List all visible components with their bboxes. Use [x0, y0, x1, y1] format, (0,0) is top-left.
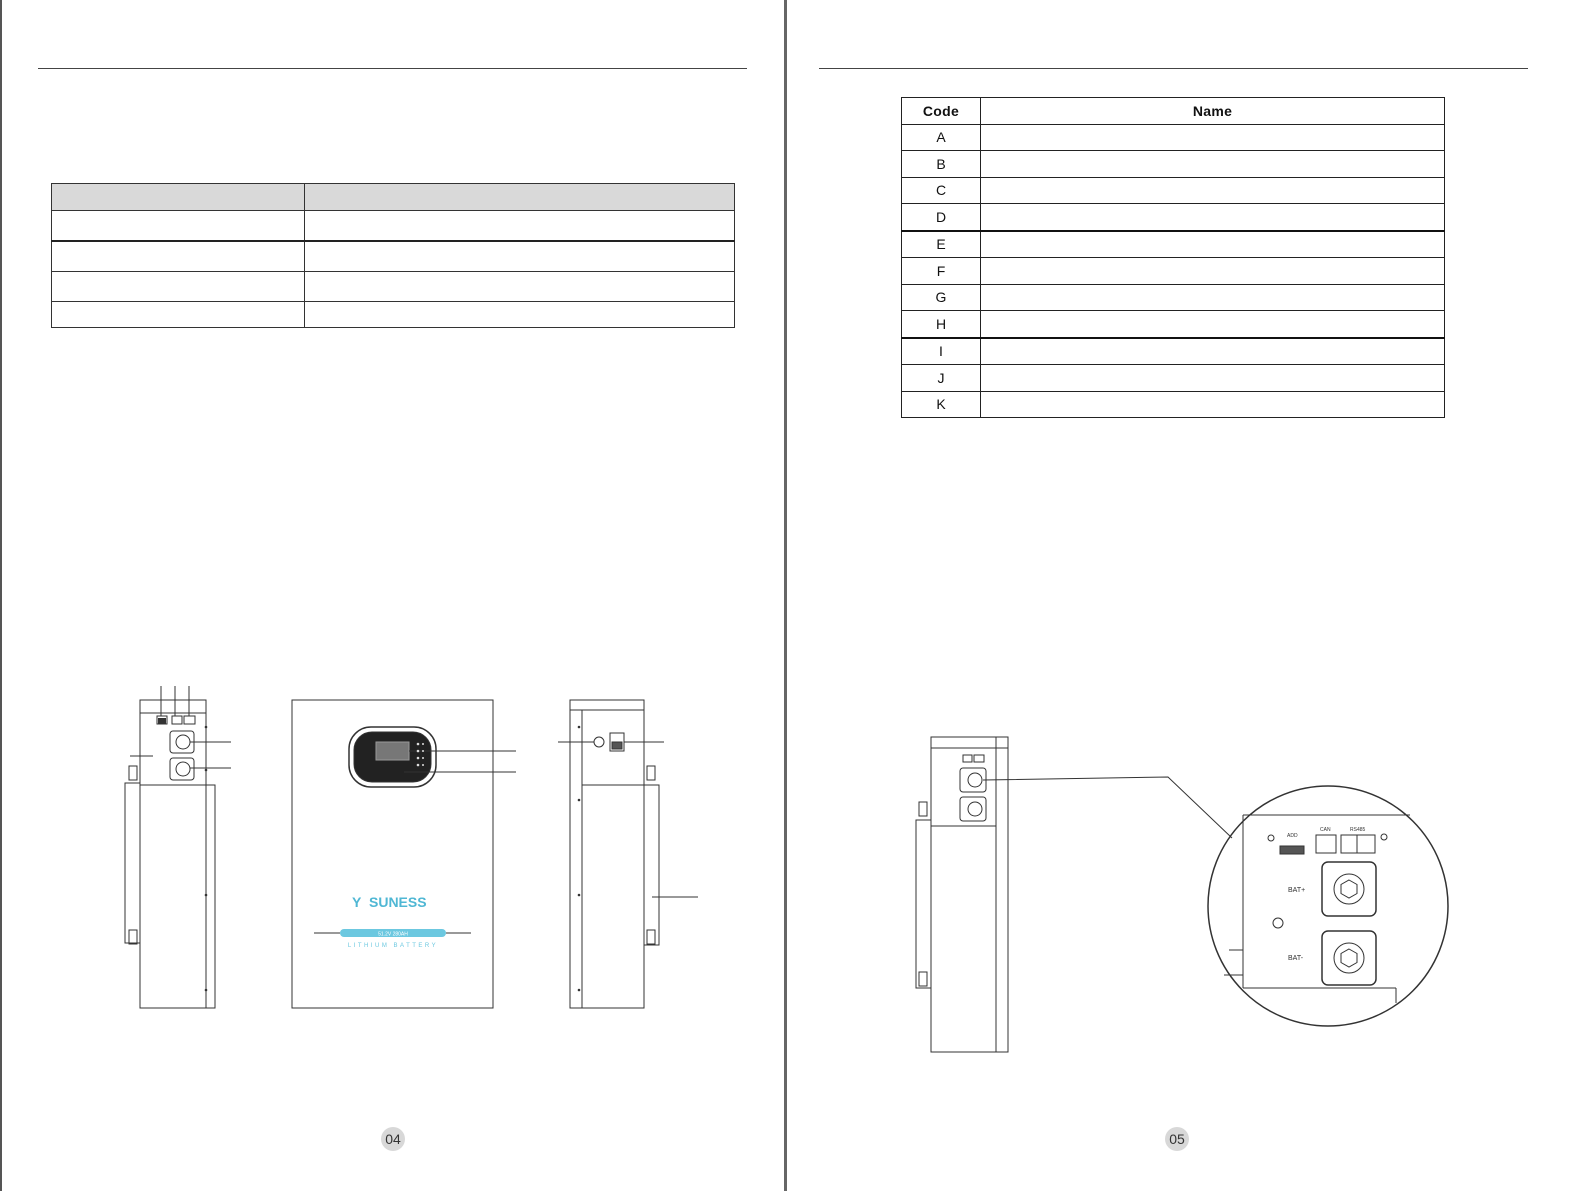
code-cell: D — [902, 204, 981, 231]
code-cell: C — [902, 177, 981, 204]
terminal-zoom-callout — [1208, 786, 1448, 1026]
code-cell: E — [902, 231, 981, 258]
battery-side-view-detail — [916, 737, 1232, 1052]
code-cell: G — [902, 284, 981, 311]
code-cell: I — [902, 338, 981, 365]
brand-logo: SUNESS — [369, 894, 427, 910]
brand-mark-icon: Y — [352, 894, 362, 910]
battery-side-view-left — [125, 686, 231, 1008]
label-bat-minus: BAT- — [1288, 955, 1304, 962]
code-cell: J — [902, 365, 981, 392]
label-rs485: RS485 — [1350, 827, 1366, 833]
battery-front-view — [292, 700, 516, 1008]
page-number-left: 04 — [381, 1127, 405, 1151]
code-cell: F — [902, 258, 981, 285]
code-cell: H — [902, 311, 981, 338]
header-name: Name — [981, 98, 1445, 125]
label-can: CAN — [1320, 827, 1331, 833]
battery-side-view-right — [558, 700, 698, 1008]
product-line: LITHIUM BATTERY — [347, 943, 439, 949]
label-bat-plus: BAT+ — [1288, 887, 1306, 894]
code-cell: A — [902, 124, 981, 151]
code-cell: B — [902, 151, 981, 178]
label-add: ADD — [1287, 833, 1298, 839]
code-cell: K — [902, 391, 981, 418]
page-number-right: 05 — [1165, 1127, 1189, 1151]
header-code: Code — [902, 98, 981, 125]
voltage-badge: 51.2V 280AH — [378, 931, 408, 938]
